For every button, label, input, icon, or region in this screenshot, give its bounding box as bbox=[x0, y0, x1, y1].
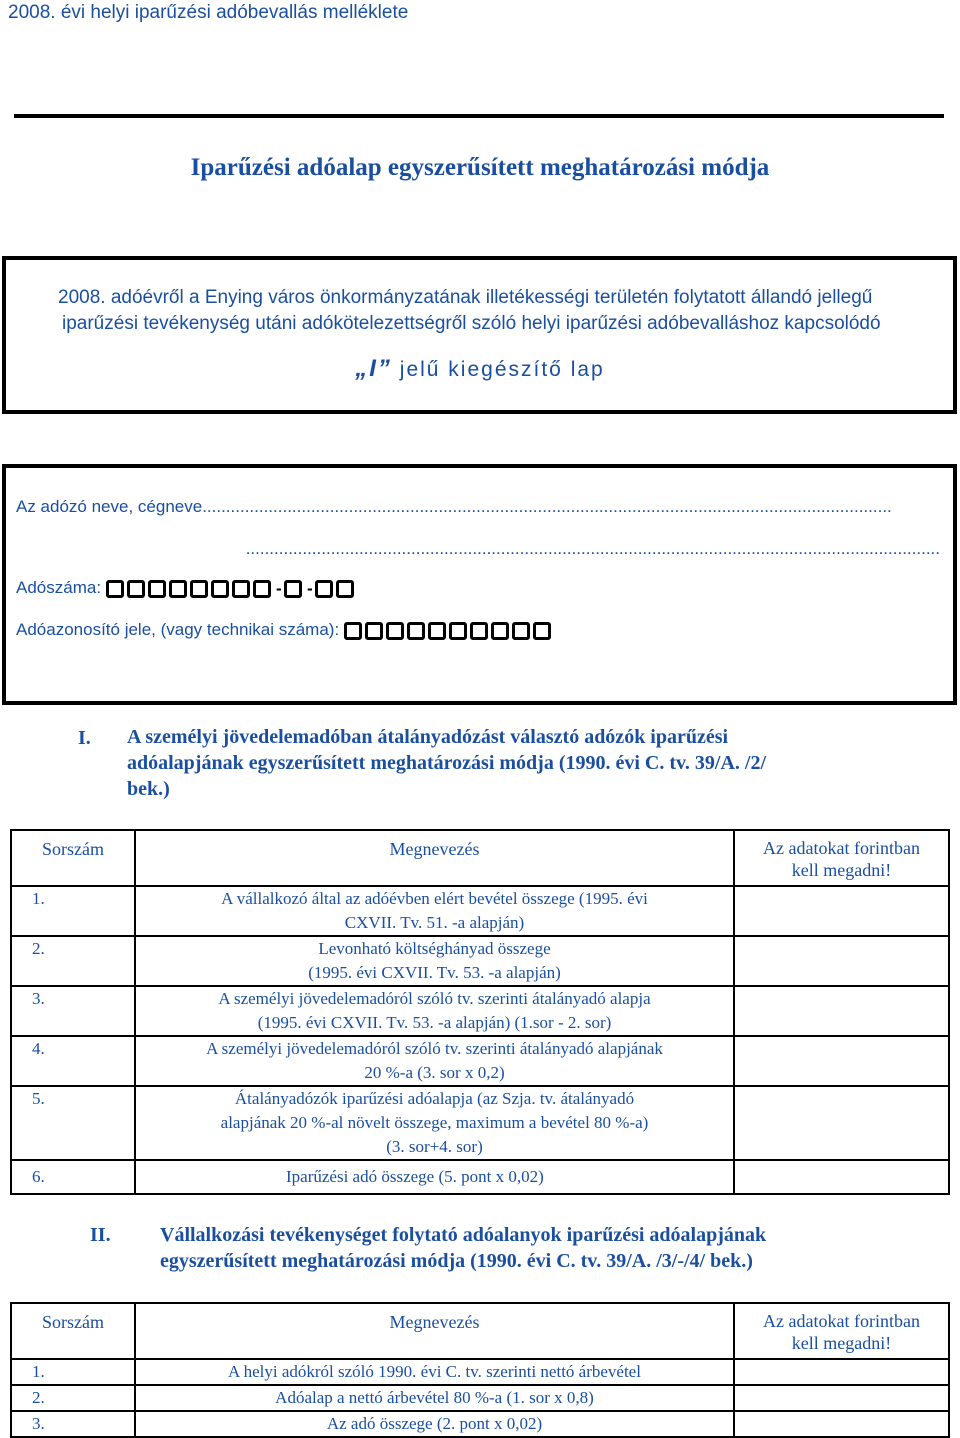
header-value bbox=[734, 830, 949, 886]
header-value bbox=[734, 1303, 949, 1359]
table-row bbox=[11, 1160, 949, 1194]
header-sorszam: Sorszám bbox=[11, 1303, 135, 1359]
tax-id-field[interactable] bbox=[344, 621, 554, 641]
section-1-number: I. bbox=[78, 727, 91, 749]
table-header-row bbox=[11, 830, 949, 886]
sheet-label bbox=[0, 355, 960, 383]
header-value-line-1: Az adatokat forintban bbox=[763, 838, 920, 858]
sheet-mark: „I” bbox=[355, 355, 392, 382]
sheet-label-text: jelű kiegészítő lap bbox=[399, 358, 605, 381]
main-title: Iparűzési adóalap egyszerűsített meghatározási módja bbox=[190, 154, 770, 181]
row-value-field[interactable] bbox=[734, 1359, 949, 1385]
taxpayer-name-continuation[interactable]: ................................................................................................................................................... bbox=[245, 539, 940, 558]
row-value-field[interactable] bbox=[734, 1036, 949, 1086]
section-1-table bbox=[10, 829, 950, 1195]
intro-box bbox=[2, 256, 957, 414]
row-value-field[interactable] bbox=[734, 1160, 949, 1194]
header-note: 2008. évi helyi iparűzési adóbevallás melléklete bbox=[8, 2, 409, 23]
section-2-number: II. bbox=[90, 1224, 111, 1246]
section-2-table bbox=[10, 1302, 950, 1438]
row-number: 3. bbox=[11, 986, 135, 1036]
row-value-field[interactable] bbox=[734, 986, 949, 1036]
section-1-title-line-3: bek.) bbox=[127, 778, 170, 800]
row-value-field[interactable] bbox=[734, 886, 949, 936]
section-2-title-line-1: Vállalkozási tevékenységet folytató adóalanyok iparűzési adóalapjának bbox=[160, 1224, 767, 1246]
tax-number-row bbox=[16, 578, 357, 599]
section-2-title bbox=[160, 1222, 950, 1274]
tax-id-label: Adóazonosító jele, (vagy technikai száma): bbox=[16, 620, 340, 639]
row-number: 2. bbox=[11, 1385, 135, 1411]
row-description: Adóalap a nettó árbevétel 80 %-a (1. sor x 0,8) bbox=[135, 1385, 734, 1411]
header-megnevezes: Megnevezés bbox=[135, 830, 734, 886]
row-description: Levonható költséghányad összege (1995. évi CXVII. Tv. 53. -a alapján) bbox=[135, 936, 734, 986]
tax-number-label: Adószáma: bbox=[16, 578, 102, 597]
row-value-field[interactable] bbox=[734, 1385, 949, 1411]
table-row bbox=[11, 936, 949, 986]
row-number: 1. bbox=[11, 886, 135, 936]
table-row bbox=[11, 886, 949, 936]
row-description: Az adó összege (2. pont x 0,02) bbox=[135, 1411, 734, 1437]
row-description: A személyi jövedelemadóról szóló tv. szerinti átalányadó alapja (1995. évi CXVII. Tv. 53. -a alapján) (1.sor - 2. sor) bbox=[135, 986, 734, 1036]
row-number: 2. bbox=[11, 936, 135, 986]
header-value-line-2: kell megadni! bbox=[791, 860, 892, 880]
table-header-row bbox=[11, 1303, 949, 1359]
row-value-field[interactable] bbox=[734, 1411, 949, 1437]
row-value-field[interactable] bbox=[734, 1086, 949, 1160]
taxpayer-name-label: Az adózó neve, cégneve bbox=[16, 497, 203, 516]
section-1-title-line-1: A személyi jövedelemadóban átalányadózást választó adózók iparűzési bbox=[127, 726, 729, 748]
taxpayer-name-row bbox=[16, 497, 927, 517]
row-number: 4. bbox=[11, 1036, 135, 1086]
table-row bbox=[11, 1036, 949, 1086]
section-1-title-line-2: adóalapjának egyszerűsített meghatározási módja (1990. évi C. tv. 39/A. /2/ bbox=[127, 752, 767, 774]
table-row bbox=[11, 986, 949, 1036]
row-number: 6. bbox=[11, 1160, 135, 1194]
taxpayer-name-dots[interactable]: .................................................................................................................................................. bbox=[202, 497, 892, 516]
top-rule-divider bbox=[14, 114, 944, 118]
row-description: Iparűzési adó összege (5. pont x 0,02) bbox=[135, 1160, 734, 1194]
row-value-field[interactable] bbox=[734, 936, 949, 986]
row-number: 3. bbox=[11, 1411, 135, 1437]
row-number: 5. bbox=[11, 1086, 135, 1160]
header-megnevezes: Megnevezés bbox=[135, 1303, 734, 1359]
section-2-title-line-2: egyszerűsített meghatározási módja (1990. évi C. tv. 39/A. /3/-/4/ bek.) bbox=[160, 1250, 753, 1272]
row-description: A személyi jövedelemadóról szóló tv. szerinti átalányadó alapjának 20 %-a (3. sor x 0,2) bbox=[135, 1036, 734, 1086]
tax-number-field[interactable]: - - bbox=[106, 578, 357, 599]
header-value-line-2: kell megadni! bbox=[791, 1333, 892, 1353]
header-value-line-1: Az adatokat forintban bbox=[763, 1311, 920, 1331]
row-description: A vállalkozó által az adóévben elért bevétel összege (1995. évi CXVII. Tv. 51. -a alapján) bbox=[135, 886, 734, 936]
table-row bbox=[11, 1411, 949, 1437]
row-description: A helyi adókról szóló 1990. évi C. tv. szerinti nettó árbevétel bbox=[135, 1359, 734, 1385]
row-number: 1. bbox=[11, 1359, 135, 1385]
intro-line-1: 2008. adóévről a Enying város önkormányzatának illetékességi területén folytatott állandó jellegű bbox=[58, 287, 873, 308]
table-row bbox=[11, 1086, 949, 1160]
header-sorszam: Sorszám bbox=[11, 830, 135, 886]
table-row bbox=[11, 1359, 949, 1385]
section-1-title bbox=[127, 724, 917, 802]
intro-line-2: iparűzési tevékenység utáni adókötelezettségről szóló helyi iparűzési adóbevalláshoz kapcsolódó bbox=[62, 313, 881, 334]
row-description: Átalányadózók iparűzési adóalapja (az Szja. tv. átalányadó alapjának 20 %-al növelt összege, maximum a bevétel 80 %-a) (3. sor+4. sor) bbox=[135, 1086, 734, 1160]
table-row bbox=[11, 1385, 949, 1411]
tax-id-row bbox=[16, 620, 554, 641]
